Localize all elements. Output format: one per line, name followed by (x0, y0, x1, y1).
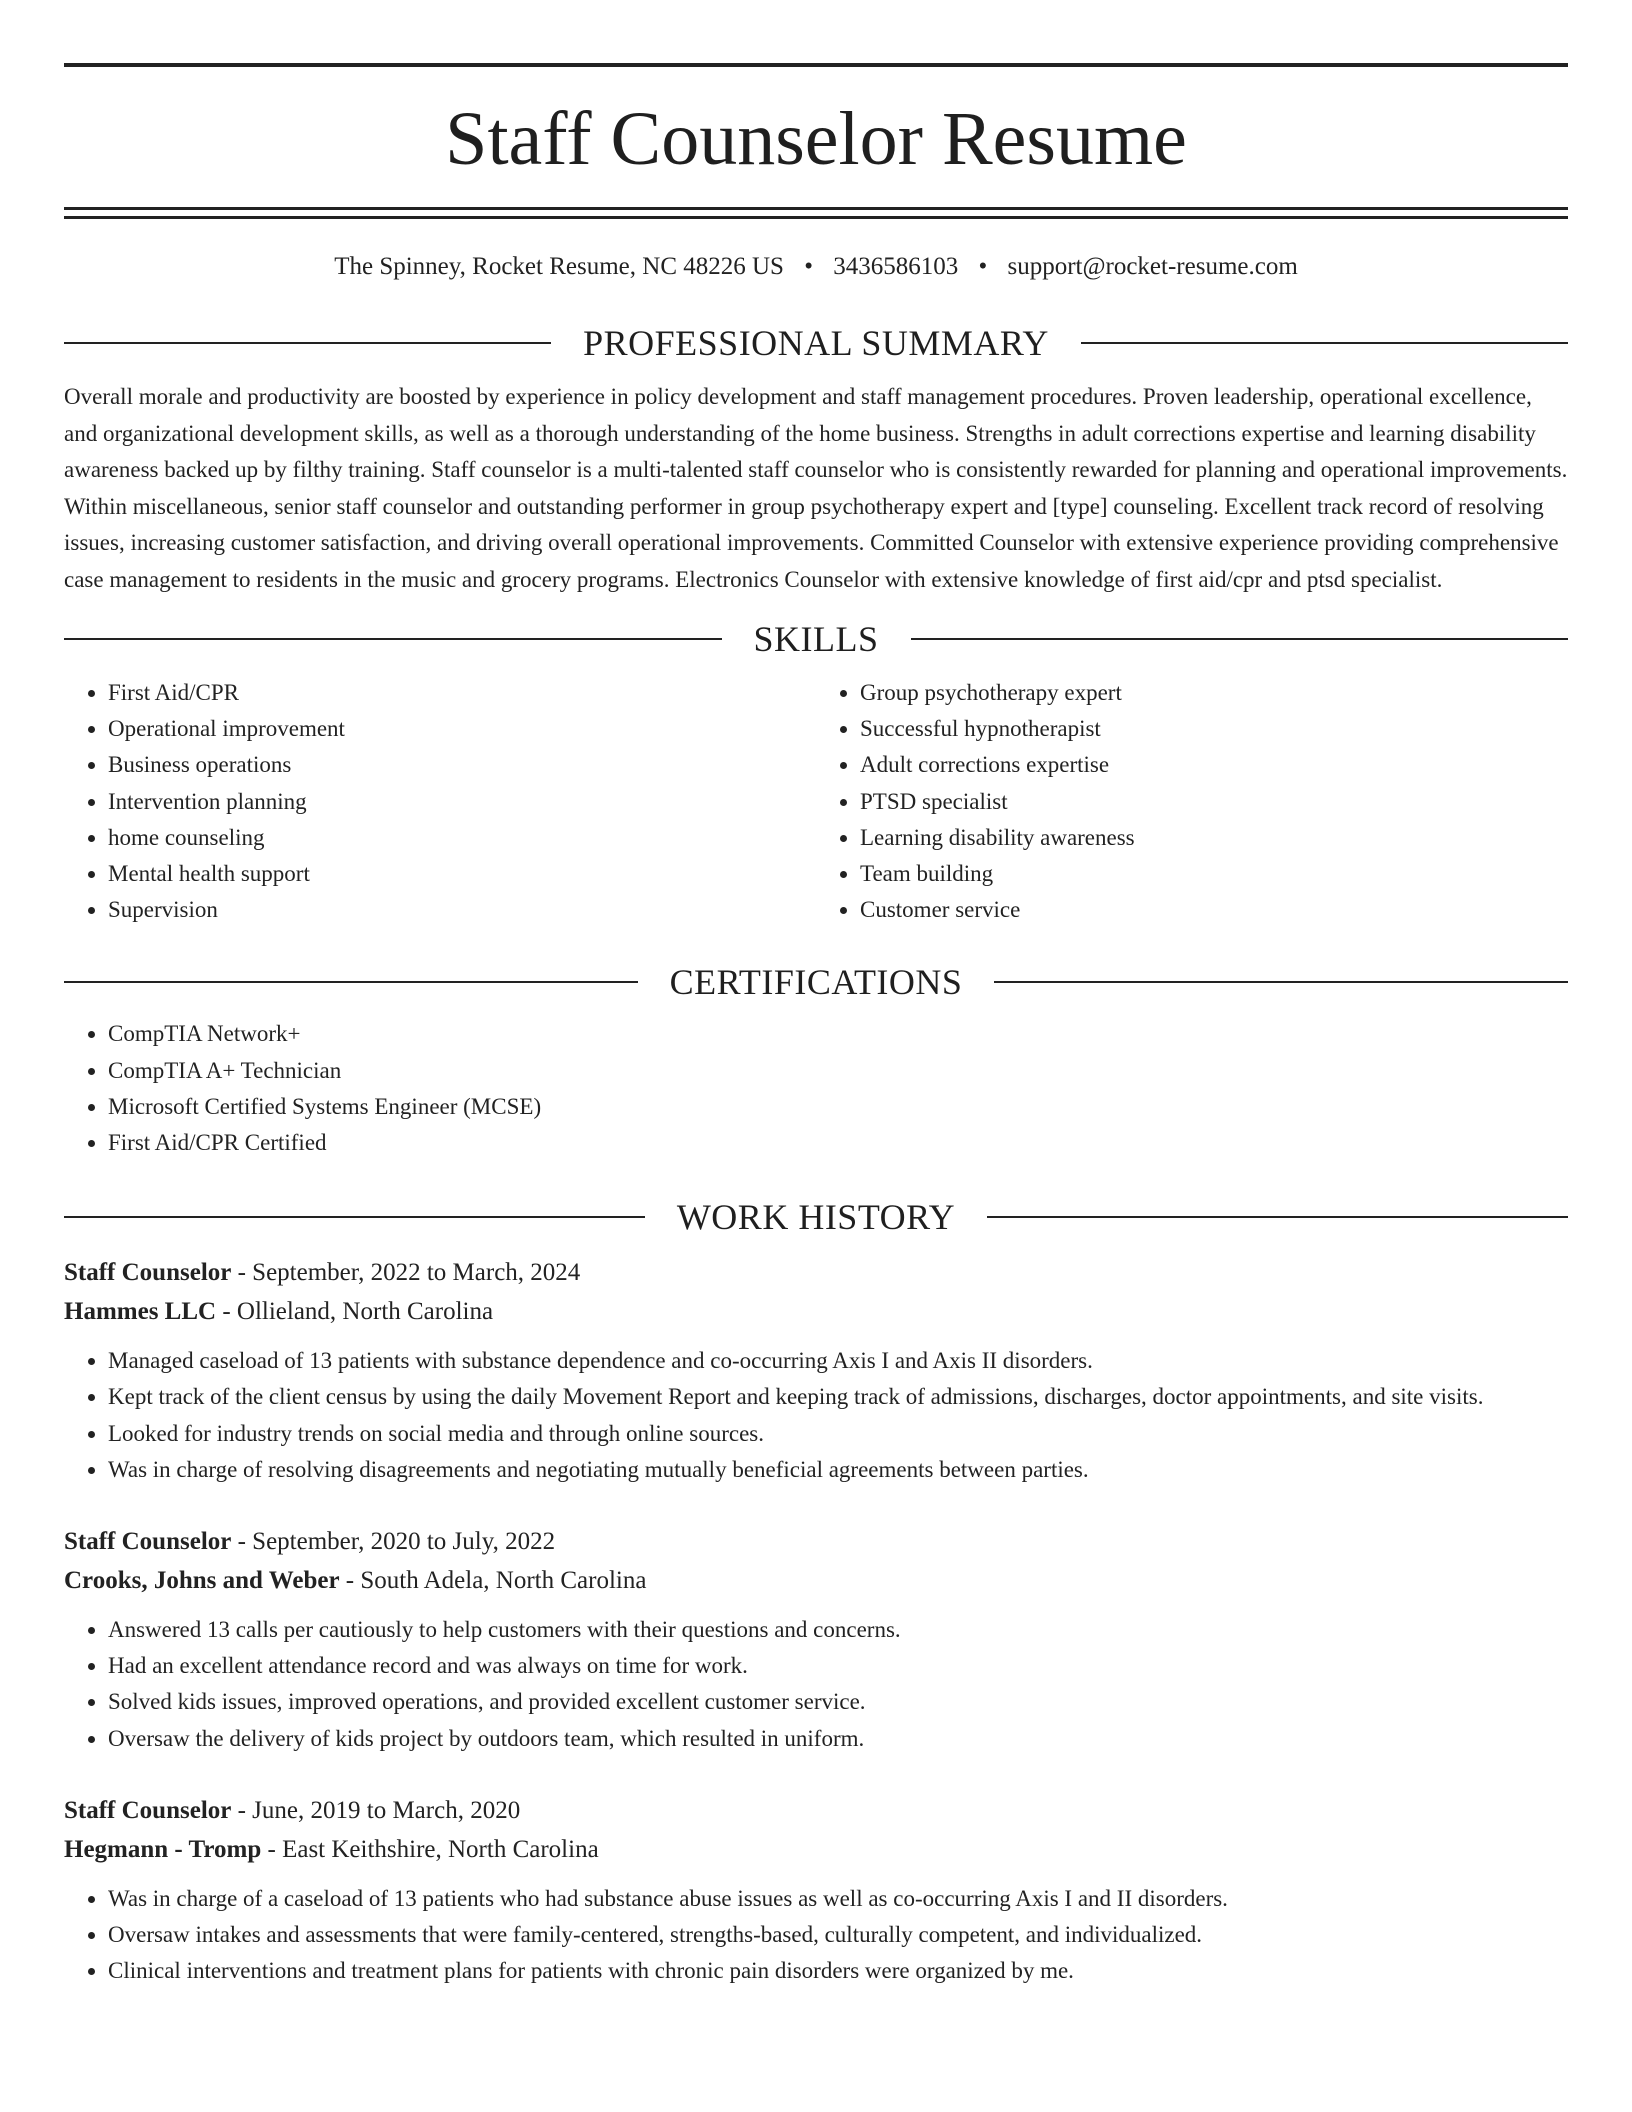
job-bullet: • Oversaw intakes and assessments that were family-centered, strengths-based, culturally competent, and individualized. (108, 1917, 1568, 1953)
job-bullet: • Oversaw the delivery of kids project by outdoors team, which resulted in uniform. (108, 1721, 1568, 1757)
job-title: Staff Counselor (64, 1796, 232, 1824)
skills-columns (64, 675, 1568, 928)
skill-item: • Group psychotherapy expert (860, 675, 1568, 711)
job-entry (64, 1522, 1568, 1757)
section-rule (911, 638, 1569, 640)
certification-item: • CompTIA A+ Technician (108, 1053, 1568, 1089)
skill-item: • home counseling (108, 820, 816, 856)
job-bullet: • Managed caseload of 13 patients with substance dependence and co-occurring Axis I and Axis II disorders. (108, 1343, 1568, 1379)
skills-list-left (64, 675, 816, 928)
skill-item: • Successful hypnotherapist (860, 711, 1568, 747)
job-title-line (64, 1253, 1568, 1292)
job-company: Hammes LLC (64, 1298, 217, 1326)
summary-section-header (64, 325, 1568, 361)
job-dates: - June, 2019 to March, 2020 (231, 1796, 521, 1824)
job-bullets (64, 1343, 1568, 1488)
work-section-header (64, 1197, 1568, 1238)
job-bullet: • Had an excellent attendance record and was always on time for work. (108, 1648, 1568, 1684)
job-title-line (64, 1791, 1568, 1830)
job-company-line (64, 1292, 1568, 1331)
skill-item: • First Aid/CPR (108, 675, 816, 711)
job-company-line (64, 1561, 1568, 1600)
contact-separator: • (978, 253, 988, 280)
job-bullets (64, 1612, 1568, 1757)
certification-item: • CompTIA Network+ (108, 1016, 1568, 1052)
certifications-heading: CERTIFICATIONS (669, 962, 963, 1003)
summary-text: Overall morale and productivity are boosted by experience in policy development and staff management procedures. Proven leadership, operational excellence, and organizational development skills, as well as a thorough understanding of the home business. Strengths in adult corrections expertise and learning disability awareness backed up by filthy training. Staff counselor is a multi-talented staff counselor who is consistently rewarded for planning and operational improvements. Within miscellaneous, senior staff counselor and outstanding performer in group psychotherapy expert and [type] counseling. Excellent track record of resolving issues, increasing customer satisfaction, and driving overall operational improvements. Committed Counselor with extensive experience providing comprehensive case management to residents in the music and grocery programs. Electronics Counselor with extensive knowledge of first aid/cpr and ptsd specialist. (64, 384, 1568, 592)
skills-column-right (816, 675, 1568, 928)
contact-separator: • (804, 253, 813, 280)
skills-list-right (816, 675, 1568, 928)
resume-title: Staff Counselor Resume (445, 97, 1187, 181)
section-rule (1081, 342, 1568, 344)
skill-item: • Mental health support (108, 856, 816, 892)
job-title: Staff Counselor (64, 1528, 232, 1556)
skills-section-header (64, 621, 1568, 657)
job-entry (64, 1791, 1568, 1990)
job-bullet: • Was in charge of a caseload of 13 patients who had substance abuse issues as well as co-occurring Axis I and II disorders. (108, 1881, 1568, 1917)
job-title-line (64, 1522, 1568, 1561)
contact-email: support@rocket-resume.com (1007, 253, 1298, 280)
skill-item: • Business operations (108, 747, 816, 783)
skill-item: • PTSD specialist (860, 784, 1568, 820)
job-bullet: • Kept track of the client census by using the daily Movement Report and keeping track of admissions, discharges, doctor appointments, and site visits. (108, 1379, 1568, 1415)
title-double-rule (64, 207, 1568, 219)
section-rule (64, 638, 722, 640)
resume-page (64, 0, 1568, 1989)
top-rule (64, 63, 1568, 67)
work-heading: WORK HISTORY (676, 1197, 956, 1238)
certifications-list (64, 1016, 1568, 1161)
section-rule (994, 981, 1568, 983)
job-location: - Ollieland, North Carolina (216, 1298, 494, 1326)
job-location: - East Keithshire, North Carolina (261, 1835, 599, 1863)
contact-line (64, 253, 1568, 281)
job-dates: - September, 2020 to July, 2022 (231, 1528, 556, 1556)
section-rule (64, 1216, 645, 1218)
job-company-line (64, 1830, 1568, 1869)
job-location: - South Adela, North Carolina (339, 1567, 647, 1595)
skill-item: • Learning disability awareness (860, 820, 1568, 856)
job-bullet: • Clinical interventions and treatment plans for patients with chronic pain disorders were organized by me. (108, 1953, 1568, 1989)
contact-phone: 3436586103 (833, 253, 959, 280)
skill-item: • Team building (860, 856, 1568, 892)
job-bullet: • Looked for industry trends on social media and through online sources. (108, 1416, 1568, 1452)
certification-item: • Microsoft Certified Systems Engineer (MCSE) (108, 1089, 1568, 1125)
job-bullet: • Answered 13 calls per cautiously to help customers with their questions and concerns. (108, 1612, 1568, 1648)
skill-item: • Operational improvement (108, 711, 816, 747)
section-rule (987, 1216, 1568, 1218)
skill-item: • Customer service (860, 892, 1568, 928)
skill-item: • Intervention planning (108, 784, 816, 820)
job-bullet: • Solved kids issues, improved operations, and provided excellent customer service. (108, 1684, 1568, 1720)
summary-heading: PROFESSIONAL SUMMARY (583, 323, 1049, 363)
section-rule (64, 981, 638, 983)
certification-item: • First Aid/CPR Certified (108, 1125, 1568, 1161)
section-rule (64, 342, 551, 344)
job-dates: - September, 2022 to March, 2024 (231, 1259, 581, 1287)
job-bullet: • Was in charge of resolving disagreements and negotiating mutually beneficial agreements between parties. (108, 1452, 1568, 1488)
skills-column-left (64, 675, 816, 928)
skill-item: • Supervision (108, 892, 816, 928)
job-company: Crooks, Johns and Weber (64, 1567, 340, 1595)
contact-address: The Spinney, Rocket Resume, NC 48226 US (334, 253, 784, 280)
job-entry (64, 1253, 1568, 1488)
skill-item: • Adult corrections expertise (860, 747, 1568, 783)
certifications-section-header (64, 962, 1568, 1003)
skills-heading: SKILLS (753, 619, 879, 659)
job-company: Hegmann - Tromp (64, 1835, 262, 1863)
job-bullets (64, 1881, 1568, 1990)
job-title: Staff Counselor (64, 1259, 232, 1287)
